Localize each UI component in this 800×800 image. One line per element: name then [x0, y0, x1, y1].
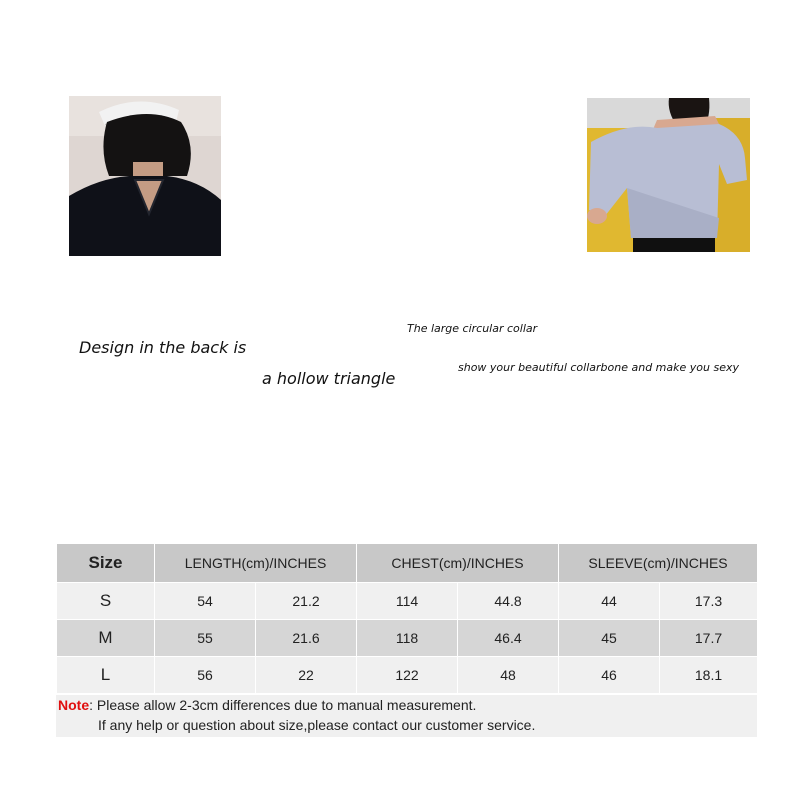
table-row: [57, 657, 758, 694]
back-view-photo: [69, 96, 221, 256]
header-sleeve: SLEEVE(cm)/INCHES: [559, 544, 758, 583]
table-row: [57, 620, 758, 657]
table-header-row: [57, 544, 758, 583]
length-cm: 55: [155, 620, 256, 657]
length-inches: 21.2: [256, 583, 357, 620]
size-note: [56, 695, 757, 737]
back-caption-line1: Design in the back is: [79, 338, 247, 357]
length-inches: 22: [256, 657, 357, 694]
size-label: L: [57, 657, 155, 694]
sleeve-inches: 18.1: [660, 657, 758, 694]
chest-inches: 48: [458, 657, 559, 694]
sleeve-cm: 44: [559, 583, 660, 620]
note-line-2: If any help or question about size,please contact our customer service.: [98, 717, 536, 733]
table-row: [57, 583, 758, 620]
length-cm: 54: [155, 583, 256, 620]
chest-inches: 46.4: [458, 620, 559, 657]
size-label: S: [57, 583, 155, 620]
chest-inches: 44.8: [458, 583, 559, 620]
sleeve-cm: 45: [559, 620, 660, 657]
sleeve-cm: 46: [559, 657, 660, 694]
chest-cm: 122: [357, 657, 458, 694]
header-chest: CHEST(cm)/INCHES: [357, 544, 559, 583]
note-line-1: [58, 697, 476, 713]
collar-caption-line2: show your beautiful collarbone and make you sexy: [458, 361, 739, 374]
chest-cm: 114: [357, 583, 458, 620]
chest-cm: 118: [357, 620, 458, 657]
front-view-photo: [587, 98, 750, 252]
collar-caption-line1: The large circular collar: [407, 322, 538, 335]
length-cm: 56: [155, 657, 256, 694]
header-length: LENGTH(cm)/INCHES: [155, 544, 357, 583]
sleeve-inches: 17.3: [660, 583, 758, 620]
note-label: Note: [58, 697, 90, 713]
size-label: M: [57, 620, 155, 657]
size-chart-table: [56, 543, 758, 694]
sleeve-inches: 17.7: [660, 620, 758, 657]
header-size: Size: [57, 544, 155, 583]
note-text-1: : Please allow 2-3cm differences due to manual measurement.: [89, 697, 477, 713]
back-caption-line2: a hollow triangle: [262, 369, 396, 388]
length-inches: 21.6: [256, 620, 357, 657]
